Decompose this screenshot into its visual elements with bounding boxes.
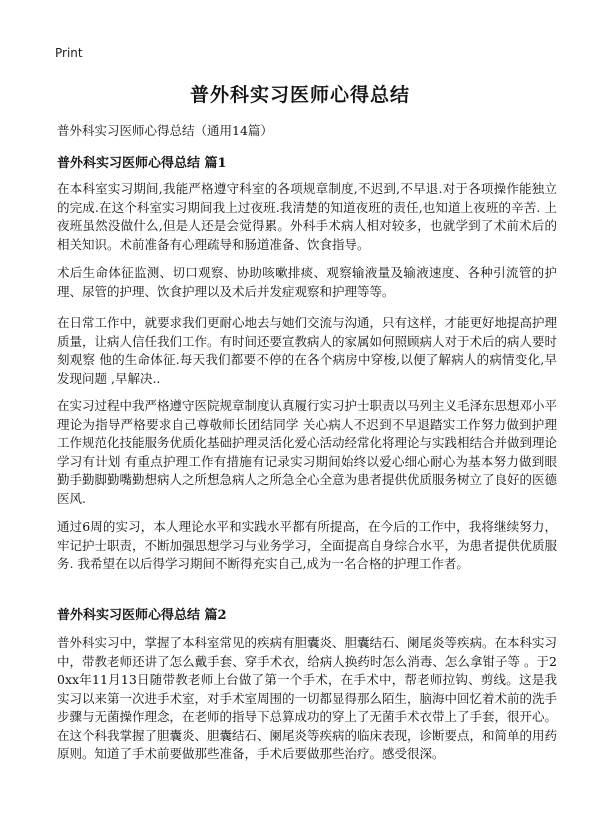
section-1-paragraph-5: 通过6周的实习，本人理论水平和实践水平都有所提高，在今后的工作中，我将继续努力，牢记护士职责，不断加强思想学习与业务学习，全面提高自身综合水平，为患者提供优质服务. 我希望在以后得学习期间不断得充实自己,成为一名合格的护理工作者。 — [57, 519, 558, 571]
page-title: 普外科实习医师心得总结 — [189, 84, 410, 106]
document-subtitle: 普外科实习医师心得总结（通用14篇） — [57, 123, 273, 138]
section-heading-1: 普外科实习医师心得总结 篇1 — [57, 156, 227, 171]
section-1-paragraph-3: 在日常工作中，就要求我们更耐心地去与她们交流与沟通，只有这样，才能更好地提高护理质量，让病人信任我们工作。有时间还要宣教病人的家属如何照顾病人对于术后的病人要时刻观察 他的生命体征.每天我们都要不停的在各个病房中穿梭,以便了解病人的病情变化,早发现问题 ,早解决.. — [57, 315, 558, 386]
print-label: Print — [55, 46, 83, 60]
section-2-paragraph-1: 普外科实习中，掌握了本科室常见的疾病有胆囊炎、胆囊结石、阑尾炎等疾病。在本科实习中，带教老师还讲了怎么戴手套、穿手术衣，给病人换药时怎么消毒、怎么拿钳子等 。于20xx年11月13日随带教老师上台做了第一个手术，在手术中，帮老师拉钩、剪线。这是我实习以来第一次进手术室，对手术室周围的一切都显得那么陌生，脑海中回忆着术前的洗手步骤与无菌操作理念，在老师的指导下总算成功的穿上了无菌手术衣带上了手套，很开心。在这个科我掌握了胆囊炎、胆囊结石、阑尾炎等疾病的临床表现，诊断要点，和简单的用药原则。知道了手术前要做那些准备，手术后要做那些治疗。感受很深。 — [57, 635, 558, 761]
section-1-paragraph-2: 术后生命体征监测、切口观察、协助咳嗽排痰、观察输液量及输液速度、各种引流管的护理、尿管的护理、饮食护理以及术后并发症观察和护理等等。 — [57, 265, 557, 299]
section-1-paragraph-4: 在实习过程中我严格遵守医院规章制度认真履行实习护士职责以马列主义毛泽东思想邓小平理论为指导严格要求自己尊敬师长团结同学 关心病人不迟到不早退踏实工作努力做到护理工作规范化技能服务优质化基础护理灵活化爱心活动经常化将理论与实践相结合并做到理论学习有计划 有重点护理工作有措施有记录实习期间始终以爱心细心耐心为基本努力做到眼勤手勤脚勤嘴勤想病人之所想急病人之所急全心全意为患者提供优质服务树立了良好的医德医风. — [57, 398, 558, 506]
section-1-paragraph-1: 在本科室实习期间,我能严格遵守科室的各项规章制度,不迟到,不早退.对于各项操作能独立的完成.在这个科室实习期间我上过夜班.我清楚的知道夜班的责任,也知道上夜班的辛苦. 上夜班虽然没做什么,但是人还是会觉得累。外科手术病人相对较多，也就学到了术前术后的相关知识。术前准备有心理疏导和肠道准备、饮食指导。 — [57, 181, 557, 252]
section-heading-2: 普外科实习医师心得总结 篇2 — [57, 608, 227, 623]
